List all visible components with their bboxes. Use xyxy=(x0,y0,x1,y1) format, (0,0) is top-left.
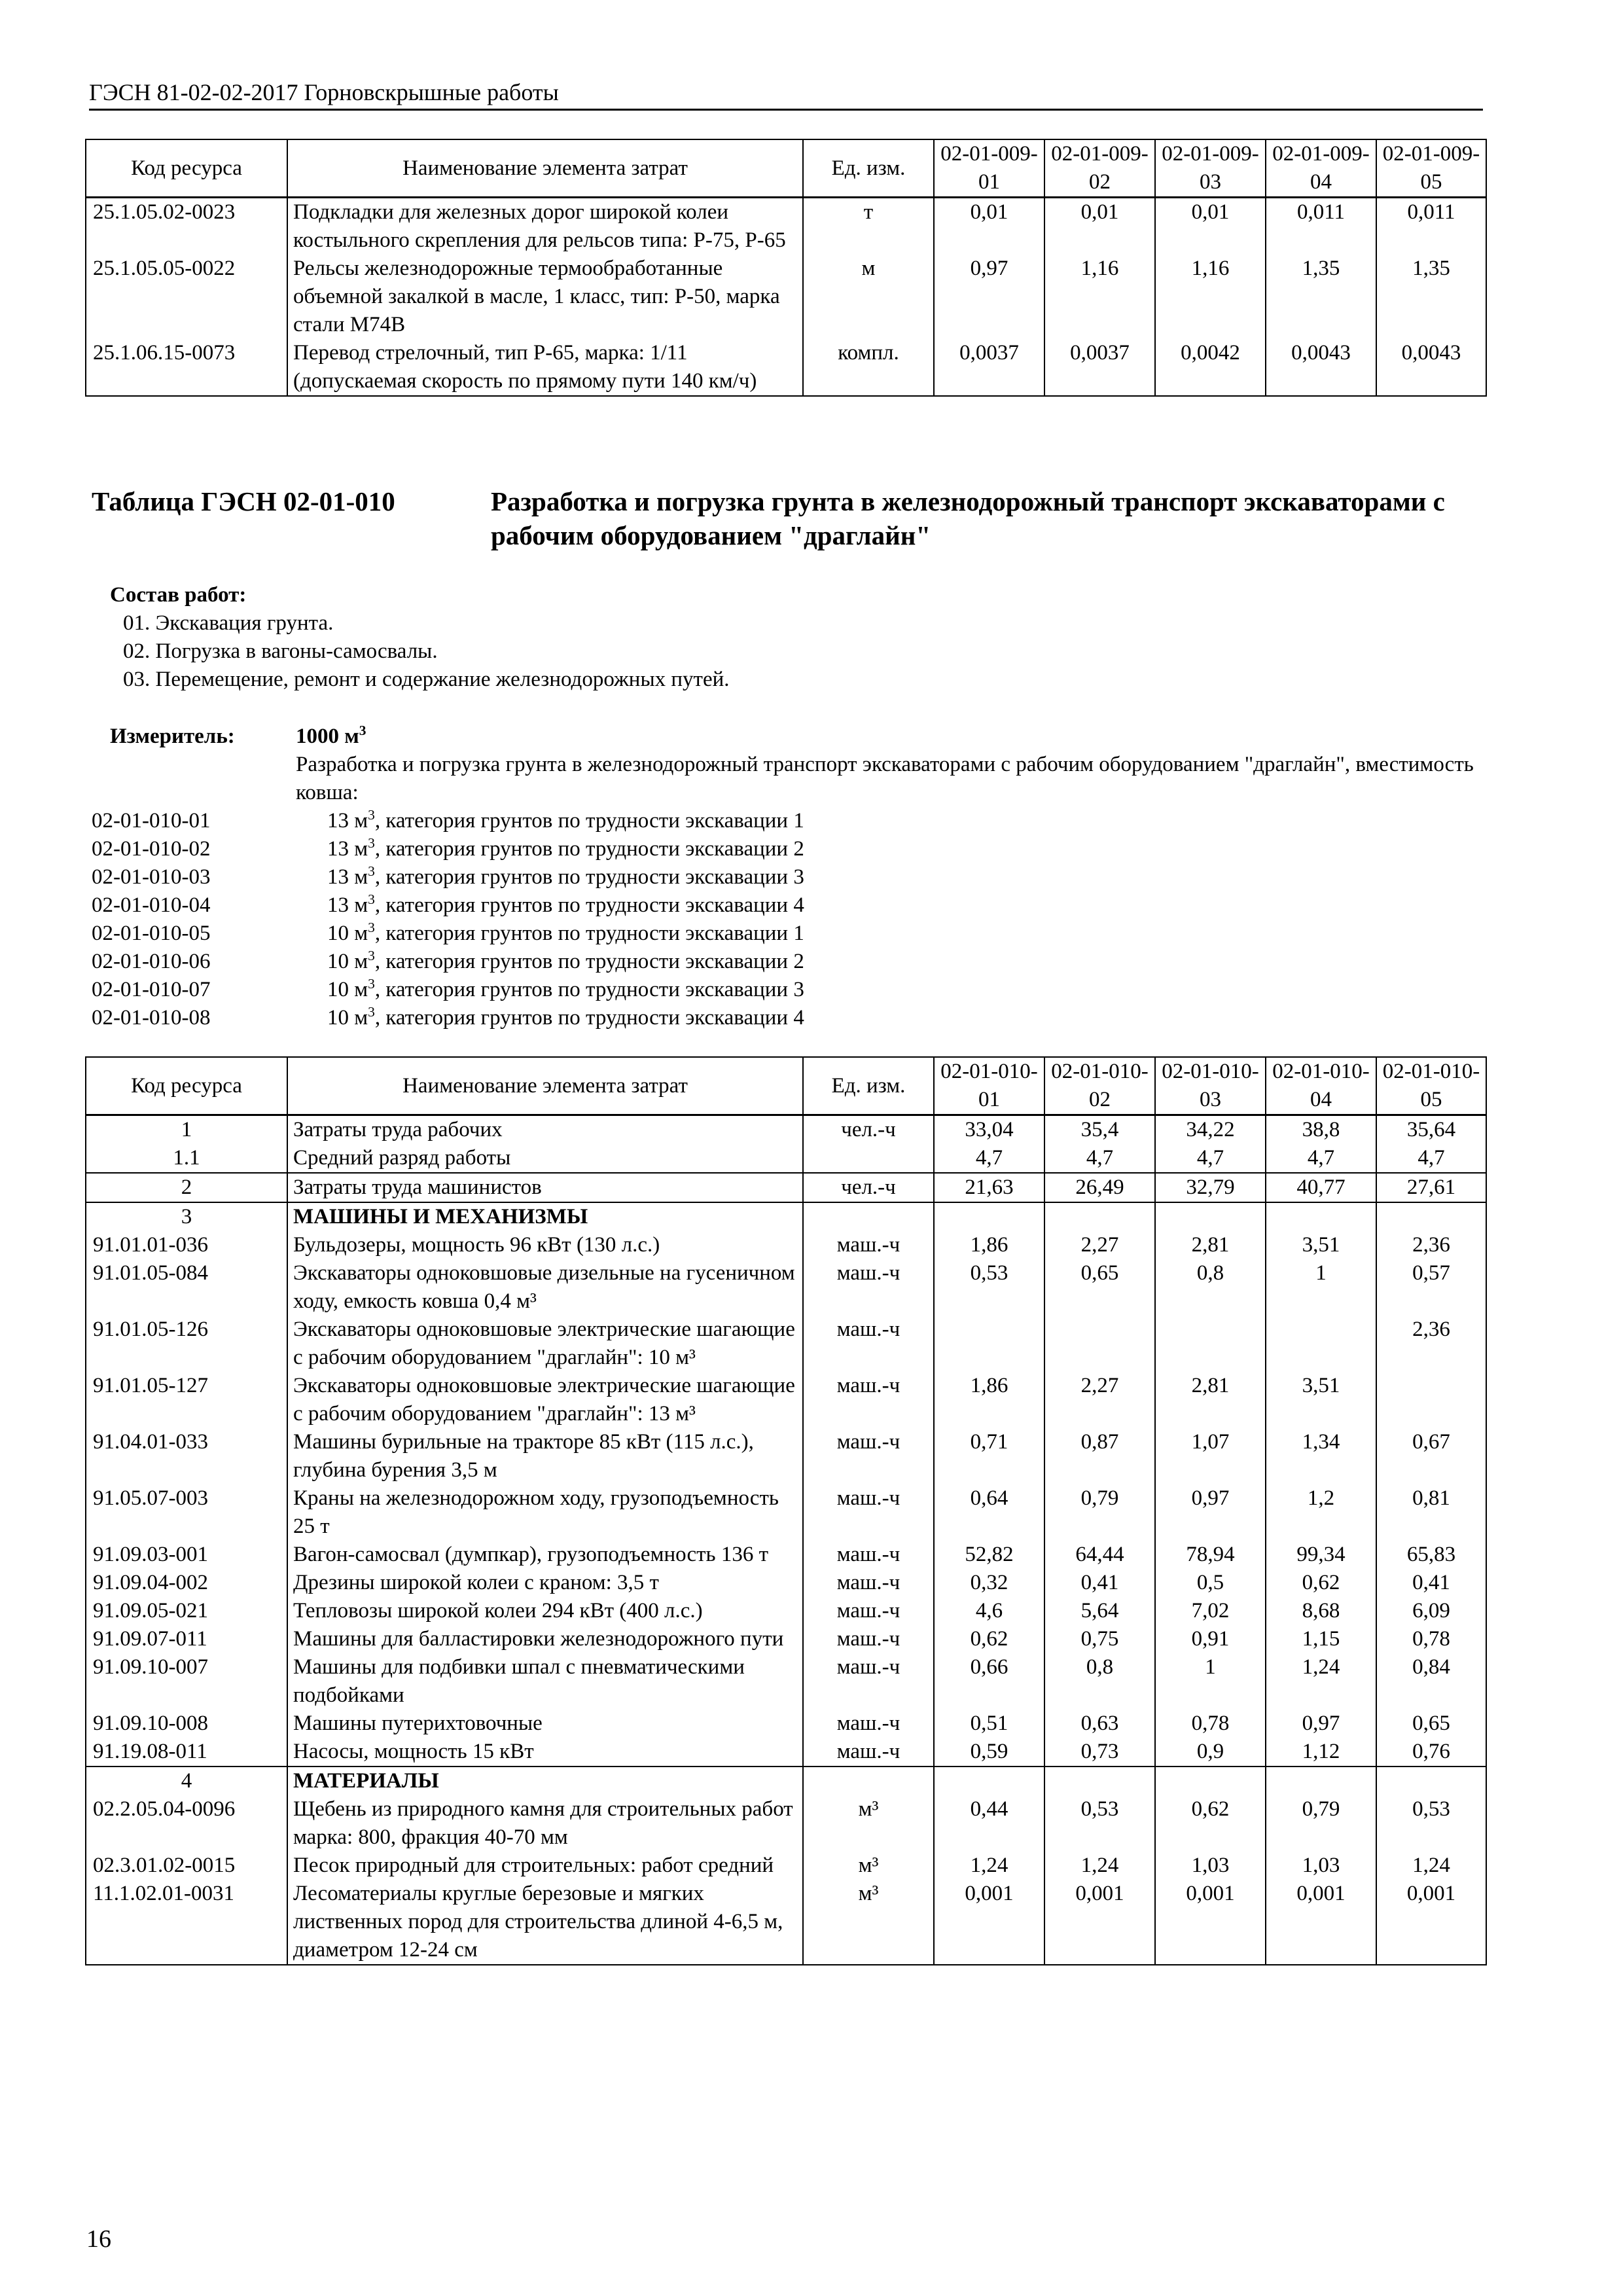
table-row xyxy=(86,1541,1486,1569)
norm-description xyxy=(327,863,804,891)
norm-value: 65,83 xyxy=(1376,1541,1486,1569)
norm-value: 33,04 xyxy=(934,1115,1044,1145)
norm-description xyxy=(327,948,804,976)
col-header-norm: 02-01-009-05 xyxy=(1376,139,1486,198)
table-row xyxy=(86,1710,1486,1738)
col-header-norm: 02-01-009-04 xyxy=(1266,139,1376,198)
norm-value: 3,51 xyxy=(1266,1372,1376,1428)
table-row xyxy=(86,1569,1486,1597)
resource-code: 91.01.05-126 xyxy=(86,1316,287,1372)
resource-code: 1.1 xyxy=(86,1144,287,1173)
resource-name: Лесоматериалы круглые березовые и мягких лиственных пород для строительства длиной 4-6,5 м, диаметром 12-24 см xyxy=(287,1880,803,1965)
norm-value: 52,82 xyxy=(934,1541,1044,1569)
norm-value: 0,91 xyxy=(1155,1625,1266,1653)
resource-name: Машины бурильные на тракторе 85 кВт (115 л.с.), глубина бурения 3,5 м xyxy=(287,1428,803,1484)
resource-name: Экскаваторы одноковшовые дизельные на гусеничном ходу, емкость ковша 0,4 м³ xyxy=(287,1259,803,1316)
resource-name: Тепловозы широкой колеи 294 кВт (400 л.с.) xyxy=(287,1597,803,1625)
norm-value: 27,61 xyxy=(1376,1173,1486,1202)
col-header-unit: Ед. изм. xyxy=(803,139,934,198)
unit-cell: маш.-ч xyxy=(803,1428,934,1484)
resource-code: 1 xyxy=(86,1115,287,1145)
resource-code: 91.09.05-021 xyxy=(86,1597,287,1625)
norm-value: 1,24 xyxy=(1376,1852,1486,1880)
norm-value: 1,35 xyxy=(1266,255,1376,339)
norm-value: 1,24 xyxy=(1044,1852,1155,1880)
norm-value: 0,011 xyxy=(1266,198,1376,255)
table-row xyxy=(86,1316,1486,1372)
norm-value: 8,68 xyxy=(1266,1597,1376,1625)
col-header-norm: 02-01-010-03 xyxy=(1155,1057,1266,1115)
work-item: 01. Экскавация грунта. xyxy=(123,611,334,635)
resource-name: Машины для подбивки шпал с пневматическими подбойками xyxy=(287,1653,803,1710)
norm-value xyxy=(1044,1767,1155,1795)
norm-value: 1,12 xyxy=(1266,1738,1376,1767)
norm-value: 0,01 xyxy=(1044,198,1155,255)
table-row xyxy=(86,1653,1486,1710)
capacity: 13 м xyxy=(327,893,368,917)
norm-value: 0,001 xyxy=(934,1880,1044,1965)
norm-value: 4,7 xyxy=(1044,1144,1155,1173)
unit-cell: маш.-ч xyxy=(803,1372,934,1428)
norm-value: 1,07 xyxy=(1155,1428,1266,1484)
resource-table-010 xyxy=(85,1056,1487,1965)
norm-value: 0,97 xyxy=(1155,1484,1266,1541)
norm-value xyxy=(934,1767,1044,1795)
norm-code: 02-01-010-07 xyxy=(92,978,211,1001)
norm-value: 1,03 xyxy=(1266,1852,1376,1880)
norm-value: 0,79 xyxy=(1044,1484,1155,1541)
resource-name: Песок природный для строительных: работ средний xyxy=(287,1852,803,1880)
norm-value xyxy=(1376,1372,1486,1428)
norm-value: 0,71 xyxy=(934,1428,1044,1484)
resource-name: Дрезины широкой колеи с краном: 3,5 т xyxy=(287,1569,803,1597)
unit-cell xyxy=(803,1144,934,1173)
resource-name: Затраты труда машинистов xyxy=(287,1173,803,1202)
norm-item xyxy=(92,835,1486,863)
norm-value: 0,53 xyxy=(934,1259,1044,1316)
resource-code: 91.01.05-127 xyxy=(86,1372,287,1428)
running-header: ГЭСН 81-02-02-2017 Горновскрышные работы xyxy=(89,77,1483,111)
works-label: Состав работ: xyxy=(110,583,247,607)
table-row xyxy=(86,1795,1486,1852)
norm-description xyxy=(327,835,804,863)
capacity-unit-power: 3 xyxy=(368,1004,375,1020)
norm-value xyxy=(1376,1767,1486,1795)
norm-value: 1,86 xyxy=(934,1372,1044,1428)
norm-item xyxy=(92,1004,1486,1032)
norm-value: 0,51 xyxy=(934,1710,1044,1738)
capacity: 10 м xyxy=(327,978,368,1001)
resource-code: 91.09.03-001 xyxy=(86,1541,287,1569)
norm-code: 02-01-010-04 xyxy=(92,893,211,917)
unit-cell: маш.-ч xyxy=(803,1569,934,1597)
unit-cell: маш.-ч xyxy=(803,1625,934,1653)
unit-cell: маш.-ч xyxy=(803,1484,934,1541)
unit-cell: т xyxy=(803,198,934,255)
resource-code: 02.2.05.04-0096 xyxy=(86,1795,287,1852)
norm-value: 0,84 xyxy=(1376,1653,1486,1710)
resource-name: Затраты труда рабочих xyxy=(287,1115,803,1145)
norm-value: 5,64 xyxy=(1044,1597,1155,1625)
capacity-unit-power: 3 xyxy=(368,920,375,935)
capacity-unit-power: 3 xyxy=(368,976,375,992)
norm-value: 0,64 xyxy=(934,1484,1044,1541)
norm-value: 0,79 xyxy=(1266,1795,1376,1852)
norm-value: 4,7 xyxy=(1376,1144,1486,1173)
table-row xyxy=(86,339,1486,396)
resource-code: 91.19.08-011 xyxy=(86,1738,287,1767)
resource-name: Перевод стрелочный, тип Р-65, марка: 1/11 (допускаемая скорость по прямому пути 140 км/ч) xyxy=(287,339,803,396)
category-text: , категория грунтов по трудности экскавации 1 xyxy=(374,922,804,945)
norm-value: 0,57 xyxy=(1376,1259,1486,1316)
col-header-norm: 02-01-010-05 xyxy=(1376,1057,1486,1115)
norm-value: 0,01 xyxy=(1155,198,1266,255)
work-item: 03. Перемещение, ремонт и содержание железнодорожных путей. xyxy=(123,668,730,691)
resource-name: Экскаваторы одноковшовые электрические шагающие с рабочим оборудованием "драглайн": 13 м³ xyxy=(287,1372,803,1428)
table-row xyxy=(86,1202,1486,1231)
table-row xyxy=(86,1231,1486,1259)
resource-table-009 xyxy=(85,139,1487,397)
unit-cell: маш.-ч xyxy=(803,1316,934,1372)
table-row xyxy=(86,255,1486,339)
meter-value: 1000 $м^3$ xyxy=(296,723,366,748)
norm-value: 0,001 xyxy=(1155,1880,1266,1965)
norm-value: 4,6 xyxy=(934,1597,1044,1625)
norm-value: 1,24 xyxy=(934,1852,1044,1880)
unit-cell: маш.-ч xyxy=(803,1541,934,1569)
table-row xyxy=(86,1880,1486,1965)
norm-value: 0,87 xyxy=(1044,1428,1155,1484)
category-text: , категория грунтов по трудности экскавации 2 xyxy=(374,837,804,861)
resource-code: 91.01.05-084 xyxy=(86,1259,287,1316)
capacity-unit-power: 3 xyxy=(368,863,375,879)
meter-description: Разработка и погрузка грунта в железнодорожный транспорт экскаваторами с рабочим оборудованием "драглайн", вместимость ковша: xyxy=(296,753,1474,804)
table-row xyxy=(86,1372,1486,1428)
table-row xyxy=(86,198,1486,255)
category-text: , категория грунтов по трудности экскавации 3 xyxy=(374,978,804,1001)
resource-code: 91.04.01-033 xyxy=(86,1428,287,1484)
resource-code: 2 xyxy=(86,1173,287,1202)
norm-value: 0,011 xyxy=(1376,198,1486,255)
category-text: , категория грунтов по трудности экскавации 4 xyxy=(374,893,804,917)
norm-value: 2,27 xyxy=(1044,1372,1155,1428)
table-row xyxy=(86,1259,1486,1316)
work-item: 02. Погрузка в вагоны-самосвалы. xyxy=(123,639,438,663)
table-row xyxy=(86,1625,1486,1653)
resource-code: 91.05.07-003 xyxy=(86,1484,287,1541)
table-row xyxy=(86,1597,1486,1625)
resource-name: МАТЕРИАЛЫ xyxy=(287,1767,803,1795)
col-header-code: Код ресурса xyxy=(86,139,287,198)
norm-value: 0,75 xyxy=(1044,1625,1155,1653)
norm-value: 0,78 xyxy=(1376,1625,1486,1653)
col-header-unit: Ед. изм. xyxy=(803,1057,934,1115)
col-header-name: Наименование элемента затрат xyxy=(287,139,803,198)
norm-value: 0,62 xyxy=(934,1625,1044,1653)
capacity: 13 м xyxy=(327,865,368,889)
norm-value: 0,78 xyxy=(1155,1710,1266,1738)
page-number: 16 xyxy=(86,2225,111,2253)
resource-code: 11.1.02.01-0031 xyxy=(86,1880,287,1965)
norm-value: 0,59 xyxy=(934,1738,1044,1767)
norm-value: 0,0037 xyxy=(1044,339,1155,396)
resource-code: 91.01.01-036 xyxy=(86,1231,287,1259)
unit-cell: м xyxy=(803,255,934,339)
resource-code: 25.1.06.15-0073 xyxy=(86,339,287,396)
norm-value: 1,35 xyxy=(1376,255,1486,339)
resource-code: 4 xyxy=(86,1767,287,1795)
norm-value: 0,63 xyxy=(1044,1710,1155,1738)
norm-value: 0,001 xyxy=(1376,1880,1486,1965)
norm-value: 34,22 xyxy=(1155,1115,1266,1145)
norm-value: 0,62 xyxy=(1155,1795,1266,1852)
meter-label: Измеритель: xyxy=(110,725,235,748)
norm-value: 2,36 xyxy=(1376,1316,1486,1372)
norm-value: 1,03 xyxy=(1155,1852,1266,1880)
norm-value xyxy=(1376,1202,1486,1231)
norm-value xyxy=(1266,1202,1376,1231)
norm-value: 1,15 xyxy=(1266,1625,1376,1653)
norm-value: 0,53 xyxy=(1044,1795,1155,1852)
resource-code: 25.1.05.02-0023 xyxy=(86,198,287,255)
norm-value: 0,001 xyxy=(1266,1880,1376,1965)
table-row xyxy=(86,1484,1486,1541)
capacity: 13 м xyxy=(327,837,368,861)
norm-description xyxy=(327,891,804,920)
unit-cell: м³ xyxy=(803,1852,934,1880)
norm-value: 6,09 xyxy=(1376,1597,1486,1625)
col-header-code: Код ресурса xyxy=(86,1057,287,1115)
resource-code: 91.09.07-011 xyxy=(86,1625,287,1653)
norm-value: 1,2 xyxy=(1266,1484,1376,1541)
norm-item xyxy=(92,920,1486,948)
table-row xyxy=(86,1115,1486,1145)
norm-value: 0,62 xyxy=(1266,1569,1376,1597)
norm-value: 0,76 xyxy=(1376,1738,1486,1767)
norm-item xyxy=(92,891,1486,920)
norm-value xyxy=(1044,1202,1155,1231)
resource-name: МАШИНЫ И МЕХАНИЗМЫ xyxy=(287,1202,803,1231)
capacity-unit-power: 3 xyxy=(368,807,375,823)
norm-value: 2,81 xyxy=(1155,1372,1266,1428)
norm-value xyxy=(1266,1767,1376,1795)
norm-value: 0,44 xyxy=(934,1795,1044,1852)
norm-value: 0,0043 xyxy=(1266,339,1376,396)
norm-value: 0,001 xyxy=(1044,1880,1155,1965)
capacity: 13 м xyxy=(327,809,368,833)
capacity-unit-power: 3 xyxy=(368,948,375,963)
category-text: , категория грунтов по трудности экскавации 1 xyxy=(374,809,804,833)
resource-name: Рельсы железнодорожные термообработанные объемной закалкой в масле, 1 класс, тип: Р-50, марка стали М74В xyxy=(287,255,803,339)
norm-item xyxy=(92,948,1486,976)
norm-value: 1 xyxy=(1155,1653,1266,1710)
unit-cell: маш.-ч xyxy=(803,1231,934,1259)
unit-cell: маш.-ч xyxy=(803,1710,934,1738)
norm-value: 0,8 xyxy=(1155,1259,1266,1316)
norm-value: 1,16 xyxy=(1044,255,1155,339)
norm-value: 0,97 xyxy=(934,255,1044,339)
capacity-unit-power: 3 xyxy=(368,835,375,851)
norm-value: 4,7 xyxy=(934,1144,1044,1173)
norm-value: 0,0037 xyxy=(934,339,1044,396)
col-header-norm: 02-01-010-01 xyxy=(934,1057,1044,1115)
table-row xyxy=(86,1738,1486,1767)
norm-value xyxy=(1266,1316,1376,1372)
unit-cell: компл. xyxy=(803,339,934,396)
norm-value: 0,65 xyxy=(1044,1259,1155,1316)
norm-description xyxy=(327,807,804,835)
works-list xyxy=(92,581,1486,694)
norm-code: 02-01-010-01 xyxy=(92,809,211,833)
col-header-norm: 02-01-009-03 xyxy=(1155,139,1266,198)
norm-value: 0,53 xyxy=(1376,1795,1486,1852)
norm-value: 4,7 xyxy=(1155,1144,1266,1173)
meter-block xyxy=(92,723,1486,1032)
col-header-norm: 02-01-010-04 xyxy=(1266,1057,1376,1115)
unit-cell: маш.-ч xyxy=(803,1653,934,1710)
category-text: , категория грунтов по трудности экскавации 3 xyxy=(374,865,804,889)
norm-value: 0,41 xyxy=(1044,1569,1155,1597)
norm-code: 02-01-010-05 xyxy=(92,922,211,945)
norm-item xyxy=(92,807,1486,835)
norm-value: 0,8 xyxy=(1044,1653,1155,1710)
col-header-norm: 02-01-009-01 xyxy=(934,139,1044,198)
resource-name: Насосы, мощность 15 кВт xyxy=(287,1738,803,1767)
table-number: Таблица ГЭСН 02-01-010 xyxy=(92,486,395,516)
col-header-name: Наименование элемента затрат xyxy=(287,1057,803,1115)
norm-value: 2,27 xyxy=(1044,1231,1155,1259)
norm-value: 1 xyxy=(1266,1259,1376,1316)
resource-name: Щебень из природного камня для строительных работ марка: 800, фракция 40-70 мм xyxy=(287,1795,803,1852)
norm-value: 0,67 xyxy=(1376,1428,1486,1484)
unit-cell: м³ xyxy=(803,1795,934,1852)
norm-value: 35,4 xyxy=(1044,1115,1155,1145)
table-row xyxy=(86,1173,1486,1202)
unit-cell: маш.-ч xyxy=(803,1738,934,1767)
resource-name: Средний разряд работы xyxy=(287,1144,803,1173)
table-row xyxy=(86,1144,1486,1173)
resource-code: 91.09.10-007 xyxy=(86,1653,287,1710)
norm-value: 1,34 xyxy=(1266,1428,1376,1484)
norm-value xyxy=(1155,1316,1266,1372)
norm-value xyxy=(1155,1767,1266,1795)
unit-cell: чел.-ч xyxy=(803,1173,934,1202)
resource-code: 91.09.10-008 xyxy=(86,1710,287,1738)
norm-value: 0,9 xyxy=(1155,1738,1266,1767)
norm-description xyxy=(327,1004,804,1032)
norm-code: 02-01-010-08 xyxy=(92,1006,211,1030)
norm-value: 0,0042 xyxy=(1155,339,1266,396)
norm-value: 1,24 xyxy=(1266,1653,1376,1710)
col-header-norm: 02-01-009-02 xyxy=(1044,139,1155,198)
resource-name: Краны на железнодорожном ходу, грузоподъемность 25 т xyxy=(287,1484,803,1541)
norm-value xyxy=(1044,1316,1155,1372)
capacity-unit-power: 3 xyxy=(368,891,375,907)
unit-cell: маш.-ч xyxy=(803,1597,934,1625)
norm-item xyxy=(92,863,1486,891)
norm-value: 0,0043 xyxy=(1376,339,1486,396)
unit-cell: чел.-ч xyxy=(803,1115,934,1145)
norm-value: 64,44 xyxy=(1044,1541,1155,1569)
norm-description xyxy=(327,920,804,948)
norm-value: 0,66 xyxy=(934,1653,1044,1710)
resource-name: Бульдозеры, мощность 96 кВт (130 л.с.) xyxy=(287,1231,803,1259)
norm-value: 0,41 xyxy=(1376,1569,1486,1597)
norm-value xyxy=(1155,1202,1266,1231)
table-row xyxy=(86,1852,1486,1880)
norm-value: 1,16 xyxy=(1155,255,1266,339)
norm-value: 0,5 xyxy=(1155,1569,1266,1597)
unit-cell: м³ xyxy=(803,1880,934,1965)
norm-value: 0,81 xyxy=(1376,1484,1486,1541)
norm-items xyxy=(92,807,1486,1032)
norm-value: 99,34 xyxy=(1266,1541,1376,1569)
norm-code: 02-01-010-06 xyxy=(92,950,211,973)
norm-value: 21,63 xyxy=(934,1173,1044,1202)
norm-value: 1,86 xyxy=(934,1231,1044,1259)
norm-value xyxy=(934,1316,1044,1372)
table-row xyxy=(86,1767,1486,1795)
unit-cell xyxy=(803,1202,934,1231)
resource-name: Машины для балластировки железнодорожного пути xyxy=(287,1625,803,1653)
norm-value: 40,77 xyxy=(1266,1173,1376,1202)
capacity: 10 м xyxy=(327,922,368,945)
category-text: , категория грунтов по трудности экскавации 2 xyxy=(374,950,804,973)
norm-description xyxy=(327,976,804,1004)
norm-value: 38,8 xyxy=(1266,1115,1376,1145)
norm-value: 26,49 xyxy=(1044,1173,1155,1202)
unit-cell: маш.-ч xyxy=(803,1259,934,1316)
resource-code: 91.09.04-002 xyxy=(86,1569,287,1597)
capacity: 10 м xyxy=(327,1006,368,1030)
norm-value: 4,7 xyxy=(1266,1144,1376,1173)
norm-value: 0,65 xyxy=(1376,1710,1486,1738)
norm-value: 3,51 xyxy=(1266,1231,1376,1259)
norm-value: 32,79 xyxy=(1155,1173,1266,1202)
norm-value: 0,01 xyxy=(934,198,1044,255)
norm-value: 2,36 xyxy=(1376,1231,1486,1259)
norm-code: 02-01-010-03 xyxy=(92,865,211,889)
norm-value: 78,94 xyxy=(1155,1541,1266,1569)
norm-value: 7,02 xyxy=(1155,1597,1266,1625)
capacity: 10 м xyxy=(327,950,368,973)
resource-name: Подкладки для железных дорог широкой колеи костыльного скрепления для рельсов типа: Р-75, Р-65 xyxy=(287,198,803,255)
norm-value: 35,64 xyxy=(1376,1115,1486,1145)
resource-code: 02.3.01.02-0015 xyxy=(86,1852,287,1880)
resource-name: Машины путерихтовочные xyxy=(287,1710,803,1738)
norm-value: 0,73 xyxy=(1044,1738,1155,1767)
norm-item xyxy=(92,976,1486,1004)
category-text: , категория грунтов по трудности экскавации 4 xyxy=(374,1006,804,1030)
table-caption: Разработка и погрузка грунта в железнодорожный транспорт экскаваторами с рабочим оборудованием "драглайн" xyxy=(491,486,1445,550)
norm-value: 2,81 xyxy=(1155,1231,1266,1259)
col-header-norm: 02-01-010-02 xyxy=(1044,1057,1155,1115)
norm-value xyxy=(934,1202,1044,1231)
resource-code: 3 xyxy=(86,1202,287,1231)
unit-cell xyxy=(803,1767,934,1795)
resource-code: 25.1.05.05-0022 xyxy=(86,255,287,339)
norm-value: 0,32 xyxy=(934,1569,1044,1597)
table-row xyxy=(86,1428,1486,1484)
norm-code: 02-01-010-02 xyxy=(92,837,211,861)
norm-value: 0,97 xyxy=(1266,1710,1376,1738)
resource-name: Экскаваторы одноковшовые электрические шагающие с рабочим оборудованием "драглайн": 10 м³ xyxy=(287,1316,803,1372)
resource-name: Вагон-самосвал (думпкар), грузоподъемность 136 т xyxy=(287,1541,803,1569)
